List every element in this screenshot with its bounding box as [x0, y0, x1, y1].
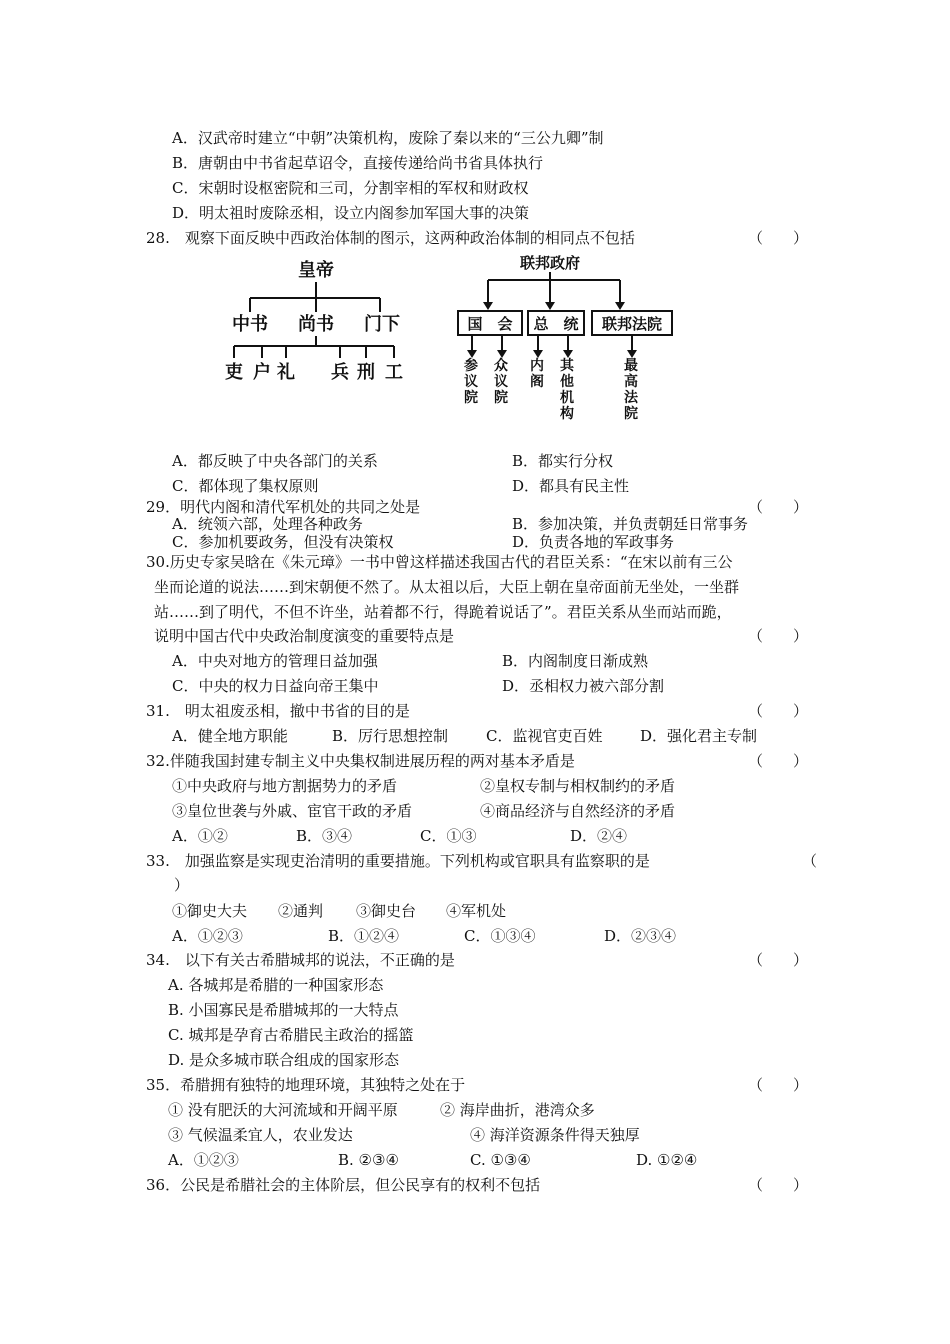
q35-option-d: D. ①②④ — [636, 1151, 698, 1169]
q35-option-a: A．①②③ — [168, 1151, 239, 1169]
q34-stem: 34. 以下有关古希腊城邦的说法，不正确的是 — [146, 951, 455, 969]
diagram-senate-label: 参议院 — [464, 358, 478, 406]
q28-stem: 28. 观察下面反映中西政治体制的图示，这两种政治体制的相同点不包括 — [146, 229, 635, 247]
q33-item-1: ①御史大夫 — [172, 902, 248, 920]
diagram-president-label: 总 统 — [533, 315, 579, 333]
diagram-supreme-court-label: 最高法院 — [624, 358, 638, 422]
q32-item-2: ②皇权专制与相权制约的矛盾 — [480, 777, 676, 795]
q32-option-b: B．③④ — [296, 827, 353, 845]
diagram-other-agencies-label: 其他机构 — [560, 358, 574, 422]
diagram-emperor-label: 皇帝 — [298, 260, 334, 281]
q32-item-1: ①中央政府与地方割据势力的矛盾 — [172, 777, 398, 795]
q28-option-a: A．都反映了中央各部门的关系 — [172, 452, 378, 470]
q32-option-c: C．①③ — [420, 827, 477, 845]
q35-item-2: ② 海岸曲折，港湾众多 — [440, 1101, 595, 1119]
q27-option-c: C．宋朝时设枢密院和三司，分割宰相的军权和财政权 — [172, 179, 529, 197]
q35-item-1: ① 没有肥沃的大河流域和开阔平原 — [168, 1101, 398, 1119]
diagram-congress-label: 国 会 — [467, 315, 513, 333]
q31-answer-bracket: （ ） — [748, 702, 809, 720]
q29-option-d: D．负责各地的军政事务 — [512, 533, 675, 551]
diagram-ministry-li-personnel: 吏 — [225, 362, 243, 383]
diagram-ministry-hu: 户 — [253, 362, 271, 383]
diagram-federal-court-label: 联邦法院 — [601, 315, 663, 333]
q34-option-a: A. 各城邦是希腊的一种国家形态 — [168, 976, 384, 994]
q33-item-3: ③御史台 — [356, 902, 417, 920]
q29-stem: 29．明代内阁和清代军机处的共同之处是 — [146, 498, 421, 516]
three-departments-diagram — [222, 254, 412, 386]
q34-option-c: C. 城邦是孕育古希腊民主政治的摇篮 — [168, 1026, 414, 1044]
q30-stem-line-3: 站……到了明代，不但不许坐，站着都不行，得跪着说话了”。君臣关系从坐而站而跪， — [154, 603, 732, 621]
q29-option-b: B．参加决策，并负责朝廷日常事务 — [512, 515, 749, 533]
q33-bracket-close: ） — [174, 876, 190, 894]
q30-answer-bracket: （ ） — [748, 627, 809, 645]
q33-option-d: D．②③④ — [604, 927, 677, 945]
q34-answer-bracket: （ ） — [748, 951, 809, 969]
diagram-house-label: 众议院 — [494, 358, 508, 406]
q33-stem: 33. 加强监察是实现吏治清明的重要措施。下列机构或官职具有监察职的是 — [146, 852, 650, 870]
diagram-shangshu-label: 尚书 — [298, 314, 334, 335]
diagram-ministry-xing: 刑 — [357, 362, 375, 383]
q31-stem: 31. 明太祖废丞相，撤中书省的目的是 — [146, 702, 410, 720]
q28-option-d: D．都具有民主性 — [512, 477, 630, 495]
q31-option-c: C．监视官吏百姓 — [486, 727, 603, 745]
q30-stem-line-4: 说明中国古代中央政治制度演变的重要特点是 — [154, 627, 455, 645]
q35-option-c: C. ①③④ — [470, 1151, 531, 1169]
q27-option-d: D．明太祖时废除丞相，设立内阁参加军国大事的决策 — [172, 204, 530, 222]
q33-option-b: B．①②④ — [328, 927, 400, 945]
q30-option-a: A．中央对地方的管理日益加强 — [172, 652, 378, 670]
q30-stem-line-2: 坐而论道的说法……到宋朝便不然了。从太祖以后，大臣上朝在皇帝面前无坐处，一坐群 — [154, 578, 740, 596]
diagram-menxia-label: 门下 — [364, 314, 400, 335]
q34-option-b: B. 小国寡民是希腊城邦的一大特点 — [168, 1001, 399, 1019]
q30-option-c: C．中央的权力日益向帝王集中 — [172, 677, 379, 695]
q34-option-d: D. 是众多城市联合组成的国家形态 — [168, 1051, 400, 1069]
q31-option-b: B．厉行思想控制 — [332, 727, 449, 745]
q30-stem-line-1: 30.历史专家吴晗在《朱元璋》一书中曾这样描述我国古代的君臣关系：“在宋以前有三公 — [146, 553, 733, 571]
diagram-zhongshu-label: 中书 — [232, 314, 268, 335]
q27-option-a: A．汉武帝时建立“中朝”决策机构，废除了秦以来的“三公九卿”制 — [172, 129, 604, 147]
q32-option-a: A．①② — [172, 827, 228, 845]
diagram-federal-government-label: 联邦政府 — [519, 254, 581, 272]
q29-option-c: C．参加机要政务，但没有决策权 — [172, 533, 394, 551]
q30-option-d: D．丞相权力被六部分割 — [502, 677, 665, 695]
q31-option-d: D．强化君主专制 — [640, 727, 758, 745]
q35-item-4: ④ 海洋资源条件得天独厚 — [470, 1126, 640, 1144]
q36-answer-bracket: （ ） — [748, 1176, 809, 1194]
q32-answer-bracket: （ ） — [748, 752, 809, 770]
q31-option-a: A．健全地方职能 — [172, 727, 288, 745]
q32-option-d: D．②④ — [570, 827, 628, 845]
q33-option-a: A．①②③ — [172, 927, 243, 945]
q35-item-3: ③ 气候温柔宜人，农业发达 — [168, 1126, 353, 1144]
q33-option-c: C．①③④ — [464, 927, 536, 945]
q30-option-b: B．内阁制度日渐成熟 — [502, 652, 649, 670]
q27-option-b: B．唐朝由中书省起草诏令，直接传递给尚书省具体执行 — [172, 154, 544, 172]
diagram-ministry-gong: 工 — [385, 362, 403, 383]
q29-option-a: A．统领六部，处理各种政务 — [172, 515, 363, 533]
q32-stem: 32.伴随我国封建专制主义中央集权制进展历程的两对基本矛盾是 — [146, 752, 575, 770]
q33-item-2: ②通判 — [278, 902, 324, 920]
q36-stem: 36．公民是希腊社会的主体阶层，但公民享有的权利不包括 — [146, 1176, 541, 1194]
q35-option-b: B. ②③④ — [338, 1151, 399, 1169]
q32-item-4: ④商品经济与自然经济的矛盾 — [480, 802, 676, 820]
q28-option-b: B．都实行分权 — [512, 452, 614, 470]
q28-answer-bracket: （ ） — [748, 229, 809, 247]
q29-answer-bracket: （ ） — [748, 498, 809, 516]
q35-stem: 35．希腊拥有独特的地理环境，其独特之处在于 — [146, 1076, 466, 1094]
q33-bracket-open: （ — [802, 852, 818, 870]
q35-answer-bracket: （ ） — [748, 1076, 809, 1094]
diagram-ministry-li-rites: 礼 — [277, 362, 295, 383]
diagram-ministry-bing: 兵 — [331, 362, 349, 383]
q32-item-3: ③皇位世袭与外戚、宦官干政的矛盾 — [172, 802, 413, 820]
q33-item-4: ④军机处 — [446, 902, 507, 920]
q28-option-c: C．都体现了集权原则 — [172, 477, 319, 495]
diagram-cabinet-label: 内阁 — [530, 358, 544, 390]
